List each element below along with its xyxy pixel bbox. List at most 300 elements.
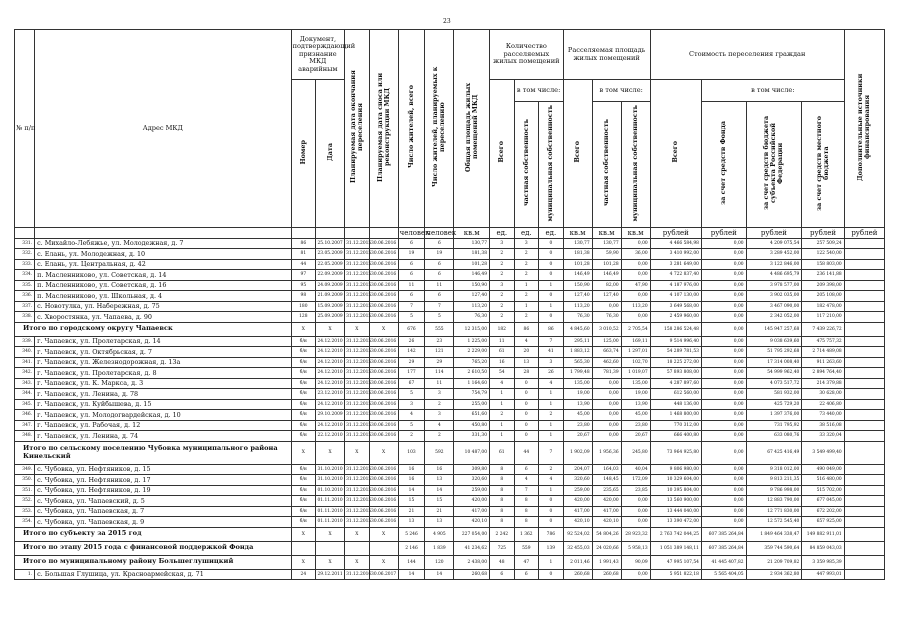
cell-dd: 23.12.2010 bbox=[316, 389, 345, 400]
cell-at: 150,90 bbox=[563, 280, 592, 291]
cell-ap: 0,00 bbox=[592, 431, 621, 442]
cell-cp: 28 bbox=[514, 368, 539, 379]
row-address: с. Чубовка, ул. Нефтяников, д. 19 bbox=[35, 485, 292, 496]
unit-cell: человек bbox=[426, 228, 457, 237]
cell-reg: 3 122 846,00 bbox=[746, 259, 802, 270]
cell-cost: 1 051 389 148,11 bbox=[650, 541, 701, 555]
cell-dn: б/н bbox=[291, 399, 316, 410]
cell-rt: 6 bbox=[398, 238, 425, 249]
cell-dd: 21.09.2009 bbox=[316, 291, 345, 302]
cell-fund: 0,00 bbox=[701, 270, 746, 281]
row-number: 341. bbox=[15, 357, 35, 368]
cell-loc: 447 993,01 bbox=[802, 569, 844, 580]
cell-dd: 24.12.2010 bbox=[316, 368, 345, 379]
cell-pd: 30.06.2016 bbox=[369, 280, 398, 291]
cell-dn: 24 bbox=[291, 569, 316, 580]
cell-at: 320,60 bbox=[563, 475, 592, 486]
cell-fund: 0,00 bbox=[701, 378, 746, 389]
cell-at: 23,80 bbox=[563, 420, 592, 431]
cell-pd: 30.06.2016 bbox=[369, 410, 398, 421]
row-number: 339. bbox=[15, 336, 35, 347]
cell-rp: 21 bbox=[425, 506, 454, 517]
row-address: г. Чапаевск, ул. Ленина, д. 78 bbox=[35, 389, 292, 400]
cell-cost: 13 390 472,00 bbox=[650, 517, 701, 528]
cell-rt: 103 bbox=[398, 441, 425, 464]
row-address: с. Елань, ул. Центральная, д. 42 bbox=[35, 259, 292, 270]
cell-pe: 31.12.2016 bbox=[345, 569, 370, 580]
cell-dd: 01.11.2010 bbox=[316, 506, 345, 517]
cell-rt: 15 bbox=[398, 496, 425, 507]
cell-cp: 2 bbox=[514, 312, 539, 323]
cell-loc: 3 549 499,40 bbox=[802, 441, 844, 464]
cell-ta: 10 487,00 bbox=[454, 441, 490, 464]
cell-pe: X bbox=[345, 441, 370, 464]
cell-cp: 4 bbox=[514, 475, 539, 486]
cell-at: 20,67 bbox=[563, 431, 592, 442]
subtotal-label: Итого по городскому округу Чапаевск bbox=[15, 322, 292, 336]
cell-reg: 4 486 695,79 bbox=[746, 270, 802, 281]
cell-pe: 31.12.2015 bbox=[345, 301, 370, 312]
cell-cp: 0 bbox=[514, 389, 539, 400]
cell-loc: 22 406,80 bbox=[802, 399, 844, 410]
cell-add bbox=[844, 357, 884, 368]
cell-fund: 5 565 404,05 bbox=[701, 569, 746, 580]
table-row bbox=[15, 301, 885, 312]
cell-rt: 5 246 bbox=[398, 527, 425, 541]
cell-cp: 0 bbox=[514, 378, 539, 389]
cell-loc: 257 509,24 bbox=[802, 238, 844, 249]
housing-resettlement-table bbox=[14, 29, 885, 580]
cell-reg: 51 795 292,68 bbox=[746, 347, 802, 358]
cell-fund: 0,00 bbox=[701, 517, 746, 528]
cell-ta: 450,80 bbox=[454, 420, 490, 431]
cell-reg: 3 289 452,00 bbox=[746, 249, 802, 260]
cell-rp: 16 bbox=[425, 464, 454, 475]
cell-cp: 1 362 bbox=[514, 527, 539, 541]
cell-cm: 1 bbox=[539, 389, 564, 400]
cell-reg: 425 729,20 bbox=[746, 399, 802, 410]
cell-add bbox=[844, 368, 884, 379]
cell-add bbox=[844, 569, 884, 580]
cell-loc: 149 882 911,01 bbox=[802, 527, 844, 541]
cell-ct: 2 bbox=[490, 259, 515, 270]
cell-ta: 41 234,62 bbox=[454, 541, 490, 555]
cell-cp: 2 bbox=[514, 291, 539, 302]
row-number: 340. bbox=[15, 347, 35, 358]
cell-loc: 911 263,60 bbox=[802, 357, 844, 368]
cell-rt: 142 bbox=[398, 347, 425, 358]
cell-ta: 150,90 bbox=[454, 280, 490, 291]
cell-cp: 6 bbox=[514, 569, 539, 580]
cell-ct: 11 bbox=[490, 336, 515, 347]
row-address: с. Хворостянка, ул. Чапаева, д. 90 bbox=[35, 312, 292, 323]
row-address: с. Большая Глушица, ул. Красноармейская, д. 71 bbox=[35, 569, 292, 580]
table-row bbox=[15, 475, 885, 486]
cell-fund: 0,00 bbox=[701, 399, 746, 410]
cell-loc: 205 108,00 bbox=[802, 291, 844, 302]
cell-dd: 15.09.2009 bbox=[316, 301, 345, 312]
table-row bbox=[15, 249, 885, 260]
cell-pe: 31.12.2015 bbox=[345, 336, 370, 347]
row-number: 1. bbox=[15, 569, 35, 580]
cell-pd: 30.06.2016 bbox=[369, 301, 398, 312]
cell-reg: 581 932,00 bbox=[746, 389, 802, 400]
subtotal-label: Итого по субъекту за 2015 год bbox=[15, 527, 292, 541]
cell-pd: X bbox=[369, 322, 398, 336]
cell-ct: 2 bbox=[490, 270, 515, 281]
row-address: с. Новотулка, ул. Набережная, д. 75 bbox=[35, 301, 292, 312]
cell-pd: 30.06.2016 bbox=[369, 347, 398, 358]
cell-loc: 209 398,00 bbox=[802, 280, 844, 291]
cell-cost: 73 964 925,80 bbox=[650, 441, 701, 464]
cell-dn: 81 bbox=[291, 249, 316, 260]
cell-rt: 5 bbox=[398, 312, 425, 323]
cell-ta: 420,10 bbox=[454, 517, 490, 528]
subtotal-row bbox=[15, 441, 885, 464]
row-address: г. Чапаевск, ул. Куйбышева, д. 15 bbox=[35, 399, 292, 410]
cell-at: 2 011,46 bbox=[563, 555, 592, 569]
cell-am: 0,00 bbox=[621, 270, 650, 281]
cell-am: 1 297,01 bbox=[621, 347, 650, 358]
table-row bbox=[15, 399, 885, 410]
cell-loc: 475 757,32 bbox=[802, 336, 844, 347]
cell-rt: 2 bbox=[398, 431, 425, 442]
cell-ct: 2 242 bbox=[490, 527, 515, 541]
cell-ap: 101,28 bbox=[592, 259, 621, 270]
row-address: г. Чапаевск, ул. Железнодорожная, д. 13а bbox=[35, 357, 292, 368]
cell-ap: 130,77 bbox=[592, 238, 621, 249]
cell-dd: 31.10.2010 bbox=[316, 464, 345, 475]
cell-pe: X bbox=[345, 555, 370, 569]
subtotal-row bbox=[15, 322, 885, 336]
cell-cost: 5 951 822,18 bbox=[650, 569, 701, 580]
cell-dn: б/н bbox=[291, 517, 316, 528]
cell-reg: 12 883 790,00 bbox=[746, 496, 802, 507]
cell-pe bbox=[345, 541, 370, 555]
cell-dn: 95 bbox=[291, 280, 316, 291]
cell-cost: 3 281 649,00 bbox=[650, 259, 701, 270]
cell-loc: 122 540,00 bbox=[802, 249, 844, 260]
cell-pe: 31.12.2015 bbox=[345, 431, 370, 442]
cell-cost: 13 444 040,00 bbox=[650, 506, 701, 517]
cell-ap: 59,90 bbox=[592, 249, 621, 260]
cell-rt: 16 bbox=[398, 464, 425, 475]
cell-at: 92 524,02 bbox=[563, 527, 592, 541]
cell-ct: 725 bbox=[490, 541, 515, 555]
cell-ta: 765,20 bbox=[454, 357, 490, 368]
cell-add bbox=[844, 291, 884, 302]
cell-add bbox=[844, 485, 884, 496]
row-address: г. Чапаевск, ул. Пролетарская, д. 14 bbox=[35, 336, 292, 347]
cell-ap: 0,00 bbox=[592, 301, 621, 312]
cell-cm: 86 bbox=[539, 322, 564, 336]
cell-cost: 9 806 980,00 bbox=[650, 464, 701, 475]
cell-dn: б/н bbox=[291, 506, 316, 517]
cell-fund: 0,00 bbox=[701, 280, 746, 291]
cell-dn: X bbox=[291, 555, 316, 569]
cell-cost: 57 893 808,00 bbox=[650, 368, 701, 379]
cell-add bbox=[844, 347, 884, 358]
cell-at: 417,00 bbox=[563, 506, 592, 517]
cell-am: 23,80 bbox=[621, 420, 650, 431]
unit-cell: ед. bbox=[490, 227, 515, 238]
cell-add bbox=[844, 322, 884, 336]
cell-at: 146,49 bbox=[563, 270, 592, 281]
cell-ta: 2 438,00 bbox=[454, 555, 490, 569]
cell-am: 20,67 bbox=[621, 431, 650, 442]
cell-ct: 2 bbox=[490, 291, 515, 302]
row-number: 343. bbox=[15, 378, 35, 389]
cell-ct: 2 bbox=[490, 249, 515, 260]
header-area-including: в том числе: bbox=[592, 80, 650, 102]
cell-cost: 4 466 584,98 bbox=[650, 238, 701, 249]
cell-dd: X bbox=[316, 441, 345, 464]
cell-dn: б/н bbox=[291, 496, 316, 507]
cell-ta: 2 229,00 bbox=[454, 347, 490, 358]
cell-cp: 2 bbox=[514, 249, 539, 260]
cell-loc: 515 702,00 bbox=[802, 485, 844, 496]
table-row bbox=[15, 357, 885, 368]
cell-rt: 13 bbox=[398, 517, 425, 528]
cell-cp: 559 bbox=[514, 541, 539, 555]
cell-at: 420,00 bbox=[563, 496, 592, 507]
cell-pe: 31.12.2015 bbox=[345, 496, 370, 507]
cell-cm: 139 bbox=[539, 541, 564, 555]
cell-cm: 1 bbox=[539, 280, 564, 291]
cell-ct: 8 bbox=[490, 475, 515, 486]
cell-ta: 259,00 bbox=[454, 485, 490, 496]
cell-rp: 4 bbox=[425, 420, 454, 431]
cell-cost: 10 329 604,00 bbox=[650, 475, 701, 486]
cell-ta: 127,40 bbox=[454, 291, 490, 302]
cell-pd: 30.06.2016 bbox=[369, 431, 398, 442]
table-row bbox=[15, 336, 885, 347]
cell-pe: X bbox=[345, 527, 370, 541]
cell-fund: 0,00 bbox=[701, 249, 746, 260]
cell-cm: 41 bbox=[539, 347, 564, 358]
header-resettled-count: Количество расселяемых жилых помещений bbox=[490, 30, 564, 80]
cell-dn: б/н bbox=[291, 431, 316, 442]
cell-cm: 0 bbox=[539, 249, 564, 260]
cell-am: 36,00 bbox=[621, 249, 650, 260]
cell-ta: 651,60 bbox=[454, 410, 490, 421]
header-additional-sources: Дополнительные источники финансирования bbox=[856, 73, 872, 181]
cell-dd: 24.12.2010 bbox=[316, 399, 345, 410]
cell-ap: 235,65 bbox=[592, 485, 621, 496]
cell-cm: 0 bbox=[539, 259, 564, 270]
cell-ta: 130,77 bbox=[454, 238, 490, 249]
cell-am: 5 958,13 bbox=[621, 541, 650, 555]
cell-fund: 0,00 bbox=[701, 259, 746, 270]
cell-loc: 158 803,00 bbox=[802, 259, 844, 270]
cell-ap: 127,40 bbox=[592, 291, 621, 302]
cell-at: 127,40 bbox=[563, 291, 592, 302]
cell-cm: 0 bbox=[539, 496, 564, 507]
cell-fund: 0,00 bbox=[701, 357, 746, 368]
row-number: 351. bbox=[15, 485, 35, 496]
cell-at: 1 902,09 bbox=[563, 441, 592, 464]
cell-pd: X bbox=[369, 555, 398, 569]
cell-rt: 3 bbox=[398, 399, 425, 410]
cell-fund: 0,00 bbox=[701, 389, 746, 400]
cell-pd: 30.06.2016 bbox=[369, 238, 398, 249]
cell-loc: 236 141,88 bbox=[802, 270, 844, 281]
cell-am: 13,90 bbox=[621, 399, 650, 410]
cell-dd: 29.10.2009 bbox=[316, 410, 345, 421]
cell-ct: 2 bbox=[490, 410, 515, 421]
cell-fund: 0,00 bbox=[701, 410, 746, 421]
cell-add bbox=[844, 336, 884, 347]
table-row bbox=[15, 291, 885, 302]
cell-cm: 1 bbox=[539, 485, 564, 496]
cell-rt: 6 bbox=[398, 291, 425, 302]
cell-cm: 1 bbox=[539, 399, 564, 410]
cell-pe: 31.12.2015 bbox=[345, 464, 370, 475]
cell-add bbox=[844, 389, 884, 400]
row-number: 337. bbox=[15, 301, 35, 312]
cell-at: 135,00 bbox=[563, 378, 592, 389]
cell-add bbox=[844, 410, 884, 421]
cell-cm: 0 bbox=[539, 312, 564, 323]
cell-add bbox=[844, 555, 884, 569]
cell-dn: 44 bbox=[291, 259, 316, 270]
cell-dn: 97 bbox=[291, 270, 316, 281]
cell-add bbox=[844, 475, 884, 486]
cell-ct: 8 bbox=[490, 506, 515, 517]
cell-at: 76,30 bbox=[563, 312, 592, 323]
cell-ap: 0,00 bbox=[592, 399, 621, 410]
cell-reg: 633 080,76 bbox=[746, 431, 802, 442]
table-row bbox=[15, 506, 885, 517]
cell-loc: 182 478,00 bbox=[802, 301, 844, 312]
table-row bbox=[15, 517, 885, 528]
row-address: п. Масленниково, ул. Школьная, д. 4 bbox=[35, 291, 292, 302]
cell-ct: 1 bbox=[490, 420, 515, 431]
cell-rp: 3 bbox=[425, 389, 454, 400]
table-row bbox=[15, 431, 885, 442]
cell-pe: 31.12.2015 bbox=[345, 259, 370, 270]
header-area-municipal: муниципальная собственность bbox=[631, 104, 640, 222]
cell-ta: 113,20 bbox=[454, 301, 490, 312]
cell-rp: 29 bbox=[425, 357, 454, 368]
unit-cell: кв.м bbox=[454, 227, 490, 238]
cell-loc: 7 439 226,72 bbox=[802, 322, 844, 336]
cell-rp: 14 bbox=[425, 485, 454, 496]
cell-cost: 770 312,00 bbox=[650, 420, 701, 431]
cell-cp: 4 bbox=[514, 336, 539, 347]
cell-cp: 3 bbox=[514, 238, 539, 249]
cell-cost: 2 763 742 044,25 bbox=[650, 527, 701, 541]
cell-ap: 260,68 bbox=[592, 569, 621, 580]
cell-rp: 11 bbox=[425, 378, 454, 389]
cell-cost: 54 289 781,53 bbox=[650, 347, 701, 358]
cell-at: 4 845,60 bbox=[563, 322, 592, 336]
cell-cost: 3 410 992,00 bbox=[650, 249, 701, 260]
table-row bbox=[15, 259, 885, 270]
cell-ap: 54 804,26 bbox=[592, 527, 621, 541]
cell-cost: 18 225 272,00 bbox=[650, 357, 701, 368]
cell-rt: 7 bbox=[398, 301, 425, 312]
cell-dn: б/н bbox=[291, 475, 316, 486]
cell-fund: 0,00 bbox=[701, 312, 746, 323]
cell-am: 0,00 bbox=[621, 259, 650, 270]
cell-loc: 516 480,00 bbox=[802, 475, 844, 486]
cell-rt: 67 bbox=[398, 378, 425, 389]
cell-ta: 320,60 bbox=[454, 475, 490, 486]
cell-cp: 86 bbox=[514, 322, 539, 336]
unit-cell: кв.м bbox=[592, 227, 621, 238]
cell-rt: 2 146 bbox=[398, 541, 425, 555]
row-number: 345. bbox=[15, 399, 35, 410]
cell-add bbox=[844, 238, 884, 249]
cell-ap: 0,00 bbox=[592, 389, 621, 400]
cell-ta: 146,49 bbox=[454, 270, 490, 281]
cell-fund: 0,00 bbox=[701, 347, 746, 358]
row-address: с. Михайло-Лебяжье, ул. Молодежная, д. 7 bbox=[35, 238, 292, 249]
row-number: 336. bbox=[15, 291, 35, 302]
cell-cm: 0 bbox=[539, 238, 564, 249]
subtotal-label: Итого по муниципальному району Большеглушицкий bbox=[15, 555, 292, 569]
cell-dd: 01.10.2010 bbox=[316, 485, 345, 496]
cell-add bbox=[844, 441, 884, 464]
cell-loc: 2 714 489,08 bbox=[802, 347, 844, 358]
cell-fund: 0,00 bbox=[701, 238, 746, 249]
cell-reg: 4 209 075,54 bbox=[746, 238, 802, 249]
cell-cp: 8 bbox=[514, 506, 539, 517]
cell-rp: 121 bbox=[425, 347, 454, 358]
cell-dn: 86 bbox=[291, 238, 316, 249]
unit-cell: ед. bbox=[539, 227, 564, 238]
cell-loc: 33 320,04 bbox=[802, 431, 844, 442]
cell-dd bbox=[316, 541, 345, 555]
cell-ap: 462,60 bbox=[592, 357, 621, 368]
cell-at: 1 883,12 bbox=[563, 347, 592, 358]
cell-am: 90,09 bbox=[621, 555, 650, 569]
cell-rt: 5 bbox=[398, 389, 425, 400]
row-number: 354. bbox=[15, 517, 35, 528]
row-number: 334. bbox=[15, 270, 35, 281]
cell-pd: 30.06.2016 bbox=[369, 249, 398, 260]
cell-ta: 1 225,00 bbox=[454, 336, 490, 347]
cell-reg: 54 999 962,40 bbox=[746, 368, 802, 379]
cell-rt: 144 bbox=[398, 555, 425, 569]
cell-pd: 30.06.2016 bbox=[369, 464, 398, 475]
cell-ct: 182 bbox=[490, 322, 515, 336]
cell-fund: 0,00 bbox=[701, 431, 746, 442]
table-row bbox=[15, 410, 885, 421]
cell-cp: 0 bbox=[514, 410, 539, 421]
row-address: с. Чубовка, ул. Чапаевская, д. 9 bbox=[35, 517, 292, 528]
cell-fund: 0,00 bbox=[701, 485, 746, 496]
cell-at: 181,38 bbox=[563, 249, 592, 260]
cell-rp: 2 bbox=[425, 399, 454, 410]
cell-pd: 30.06.2016 bbox=[369, 389, 398, 400]
cell-dd: 23.05.2009 bbox=[316, 249, 345, 260]
cell-cp: 6 bbox=[514, 464, 539, 475]
cell-at: 32 455,03 bbox=[563, 541, 592, 555]
row-number: 352. bbox=[15, 496, 35, 507]
cell-pe: 31.12.2015 bbox=[345, 517, 370, 528]
cell-rp: 6 bbox=[425, 291, 454, 302]
cell-am: 47,90 bbox=[621, 280, 650, 291]
units-row bbox=[15, 227, 885, 238]
cell-ta: 309,80 bbox=[454, 464, 490, 475]
cell-ap: 125,00 bbox=[592, 336, 621, 347]
row-address: с. Чубовка, ул. Нефтяников, д. 15 bbox=[35, 464, 292, 475]
cell-cm: 3 bbox=[539, 357, 564, 368]
cell-rp: 13 bbox=[425, 475, 454, 486]
cell-pe: 31.12.2015 bbox=[345, 238, 370, 249]
